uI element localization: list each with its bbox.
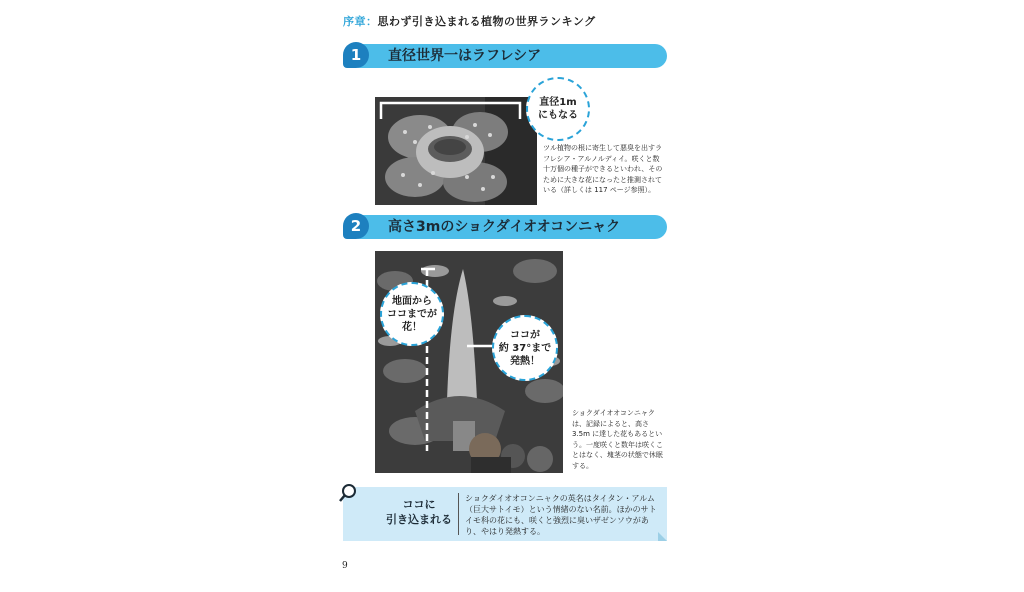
tip-box [343, 487, 667, 541]
height-bubble: 地面から ココまでが 花！ [380, 282, 444, 346]
rafflesia-photo [375, 97, 537, 205]
konjac-caption: ショクダイオオコンニャクは、記録によると、高さ3.5m に達した花もあるという。一度咲くと数年は咲くことはなく、塊茎の状態で休眠する。 [572, 409, 663, 470]
diameter-bubble: 直径1m にもなる [526, 77, 590, 141]
chapter-title: 思わず引き込まれる植物の世界ランキング [377, 15, 596, 28]
heat-bubble: ココが 約 37°まで 発熱！ [492, 315, 558, 381]
section-1-title-bar [348, 44, 667, 68]
tip-divider [458, 493, 459, 535]
section-2-title-bar [348, 215, 667, 239]
rafflesia-caption: ツル植物の根に寄生して悪臭を出すラフレシア・アルノルディイ。咲くと数十万個の種子ができるといわれ、そのために大きな花になったと推測されている（詳しくは 117 ページ参照）。 [543, 144, 663, 194]
rafflesia-illustration [375, 97, 537, 205]
section-1-number: 1 [343, 42, 369, 68]
tip-label: ココに 引き込まれる [386, 498, 452, 526]
magnifier-icon [339, 483, 359, 503]
section-1-title: 直径世界一はラフレシア [388, 48, 542, 64]
tip-text: ショクダイオオコンニャクの英名はタイタン・アルム（巨大サトイモ）という情緒のない名前。ほかのサトイモ科の花にも、咲くと強烈に臭いザゼンソウがあり、やはり発熱する。 [465, 494, 657, 536]
chapter-header [343, 13, 596, 29]
section-2-number: 2 [343, 213, 369, 239]
page-fold [658, 532, 667, 541]
page-number: 9 [342, 561, 348, 571]
section-2-title: 高さ3mのショクダイオオコンニャク [388, 219, 621, 235]
chapter-lead: 序章： [343, 15, 378, 28]
